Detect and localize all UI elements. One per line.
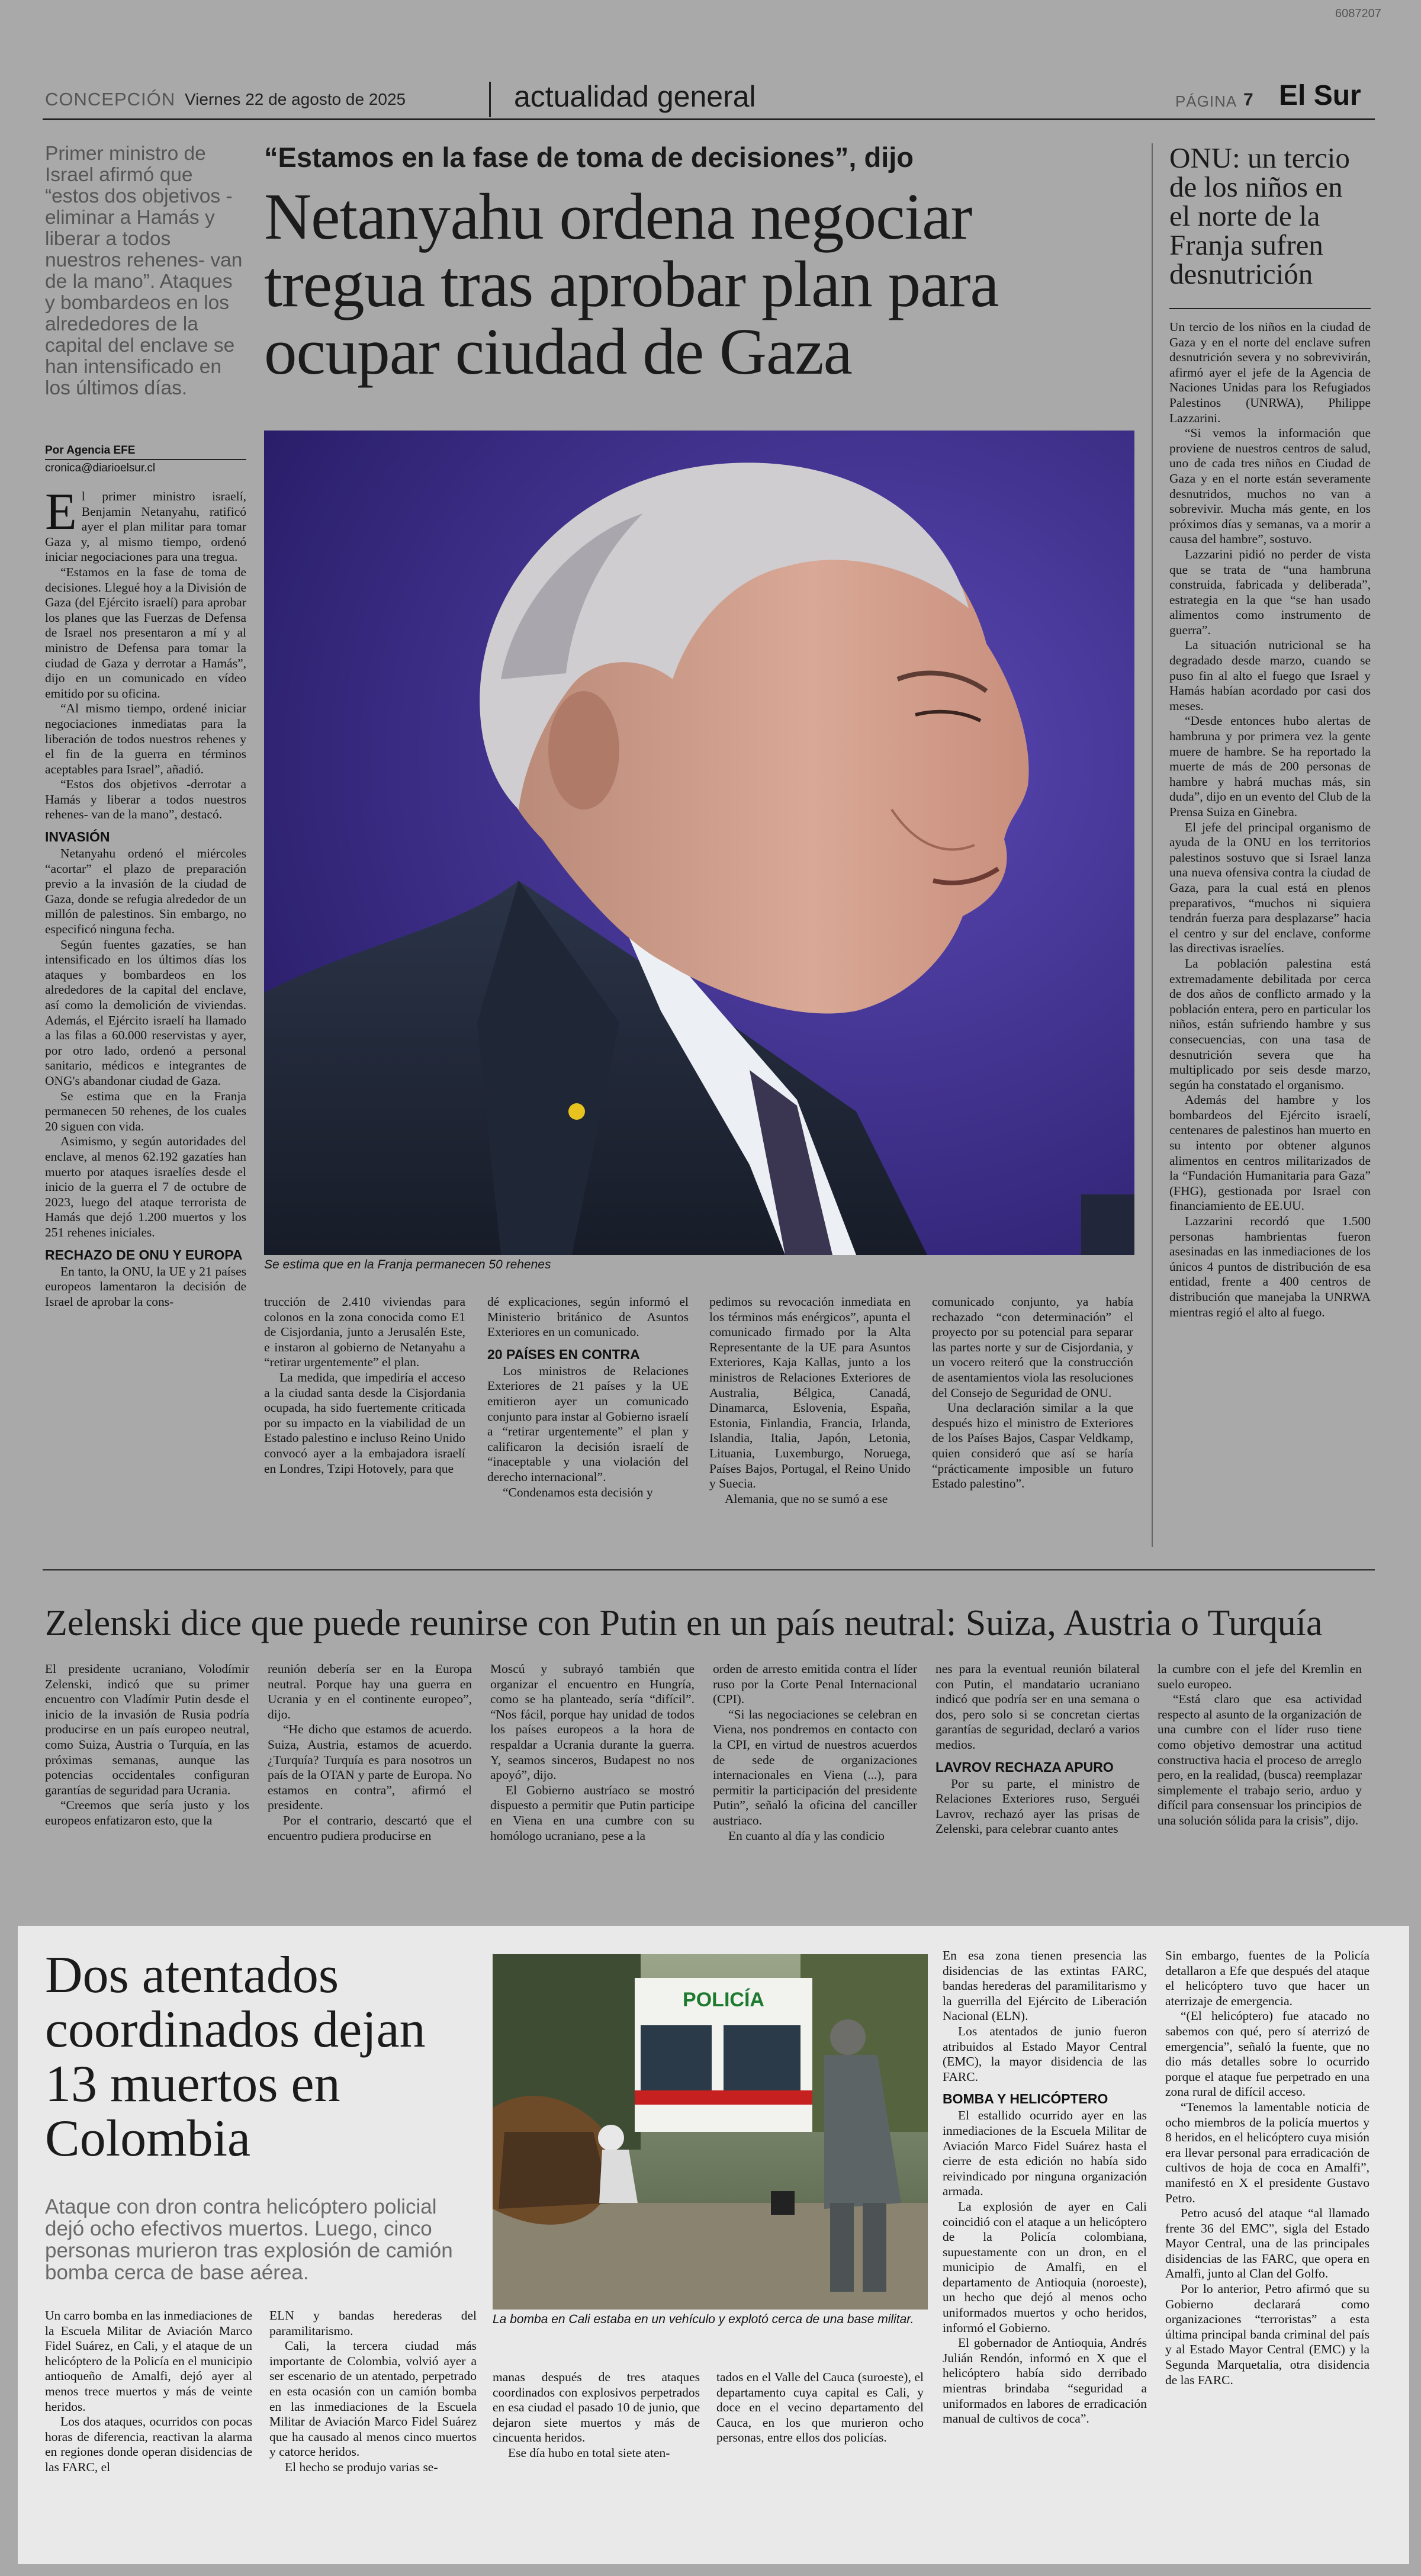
- page-label: PÁGINA: [1175, 92, 1237, 110]
- sidebar-divider: [1152, 143, 1153, 1547]
- colombia-column-4: [716, 2370, 924, 2446]
- paper-logo: El Sur: [1279, 80, 1361, 111]
- zelenski-paragraph: la cumbre con el jefe del Kremlin en suelo europeo.: [1158, 1662, 1362, 1691]
- colombia-column-1: [45, 2308, 252, 2475]
- colombia-paragraph: ELN y bandas herederas del paramilitarismo.: [269, 2308, 477, 2338]
- colombia-paragraph: tados en el Valle del Cauca (suroeste), el departamento cuya capital es Cali, y doce en el vecino departamento del Cauca, en los que murieron ocho personas, entre ellos dos policías.: [716, 2370, 924, 2445]
- lead-paragraph: dé explicaciones, según informó el Ministerio británico de Asuntos Exteriores en un comunicado.: [487, 1295, 689, 1340]
- sidebar-paragraph: Un tercio de los niños en la ciudad de Gaza y en el norte del enclave sufren desnutrición severa y no sobrevivirán, afirmó ayer el jefe de la Agencia de Naciones Unidas para los Refugiados Palestinos (UNRWA), Philippe Lazzarini.: [1169, 320, 1371, 425]
- lead-paragraph: pedimos su revocación inmediata en los términos más enérgicos”, apunta el comunicado firmado por la Alta Representante de la UE para Asuntos Exteriores, Kaja Kallas, junto a los ministros de Relaciones Exteriores de Australia, Bélgica, Canadá, Dinamarca, Eslovenia, España, Estonia, Finlandia, Francia, Irlanda, Islandia, Italia, Japón, Letonia, Lituania, Luxemburgo, Noruega, Países Bajos, Portugal, el Reino Unido y Suecia.: [709, 1295, 911, 1491]
- subhead-20-paises: 20 PAÍSES EN CONTRA: [487, 1346, 640, 1362]
- lead-headline: Netanyahu ordena negociar tregua tras aprobar plan para ocupar ciudad de Gaza: [264, 181, 999, 388]
- sidebar-paragraph: Además del hambre y los bombardeos del Ejército israelí, centenares de palestinos han muerto en su intento por obtener algunos alimentos en centros militarizados de la “Fundación Humanitaria para Gaza” (FHG), gestionada por Israel con financiamiento de EE.UU.: [1169, 1093, 1371, 1213]
- colombia-paragraph: El gobernador de Antioquia, Andrés Julián Rendón, informó en X que el helicóptero había sido derribado mientras brindaba “seguridad a uniformados en labores de erradicación manual de cultivos de coca”.: [943, 2336, 1147, 2426]
- colombia-paragraph: Ese día hubo en total siete aten-: [508, 2445, 670, 2460]
- lead-paragraph: “Al mismo tiempo, ordené iniciar negociaciones inmediatas para la liberación de todos nuestros rehenes y el fin de la guerra en términos aceptables para Israel”, añadió.: [45, 701, 246, 776]
- page-code: 6087207: [1335, 7, 1381, 20]
- dropcap: E: [45, 483, 77, 541]
- colombia-paragraph: El estallido ocurrido ayer en las inmediaciones de la Escuela Militar de Aviación Marco Fidel Suárez hasta el cierre de esta edición no había sido reivindicado por ninguna organización armada.: [943, 2108, 1147, 2199]
- zelenski-paragraph: Moscú y subrayó también que organizar el encuentro en Hungría, como se ha planteado, sería “difícil”. “Nos fácil, porque hay unidad de todos los países europeos a la hora de respaldar a Ucrania durante la guerra. Y, seamos sinceros, Budapest no nos apoyó”, dijo.: [490, 1662, 695, 1782]
- lead-column-1: [45, 483, 246, 1309]
- colombia-paragraph: Los dos ataques, ocurridos con pocas horas de diferencia, reactivan la alarma en regiones donde operan disidencias de las FARC, el: [45, 2414, 252, 2474]
- page-number: 7: [1243, 90, 1253, 110]
- zelenski-paragraph: reunión debería ser en la Europa neutral. Porque hay una guerra en Ucrania y en el continente europeo”, dijo.: [268, 1662, 472, 1721]
- subhead-invasion: INVASIÓN: [45, 829, 110, 845]
- colombia-headline: Dos atentados coordinados dejan 13 muertos en Colombia: [45, 1947, 426, 2167]
- zelenski-top-rule: [43, 1569, 1375, 1570]
- zelenski-column-3: [490, 1662, 695, 1843]
- lead-paragraph: “Estos dos objetivos -derrotar a Hamás y liberar a todos nuestros rehenes- van de la mano”, destacó.: [45, 777, 246, 822]
- lead-paragraph: comunicado conjunto, ya había rechazado “con determinación” el proyecto por su potencial para separar las partes norte y sur de Cisjordania, y un vocero reiteró que la construcción de asentamientos viola las resoluciones del Consejo de Seguridad de ONU.: [932, 1295, 1133, 1400]
- colombia-paragraph: Los atentados de junio fueron atribuidos al Estado Mayor Central (EMC), la mayor disidencia de las FARC.: [943, 2023, 1147, 2084]
- lead-paragraph: Una declaración similar a la que después hizo el ministro de Exteriores de los Países Bajos, Caspar Veldkamp, quien consideró que así se haría “prácticamente imposible un futuro Estado palestino”.: [932, 1401, 1133, 1491]
- sidebar-rule: [1169, 308, 1371, 309]
- sidebar-paragraph: “Si vemos la información que proviene de nuestros centros de salud, uno de cada tres niños en Ciudad de Gaza y en el norte están severamente desnutridos, muchos no van a sobrevivir. Mucha más gente, en los próximos días y semanas, va a morir a causa del hambre”, sostuvo.: [1169, 426, 1371, 547]
- zelenski-column-5: [935, 1662, 1140, 1837]
- city-label: CONCEPCIÓN: [45, 89, 176, 110]
- police-truck-sign: POLICÍA: [683, 1989, 764, 2011]
- zelenski-paragraph: El presidente ucraniano, Volodímir Zelenski, indicó que su primer encuentro con Vladímir Putin desde el inicio de la invasión de Rusia podría producirse en un país europeo neutral, como Suiza, Austria o Turquía, en las próximas semanas, aunque las potencias occidentales configuran garantías de seguridad para Ucrania.: [45, 1662, 249, 1797]
- lead-paragraph: En tanto, la ONU, la UE y 21 países europeos lamentaron la decisión de Israel de aprobar la cons-: [45, 1264, 246, 1309]
- lead-kicker: “Estamos en la fase de toma de decisiones”, dijo: [264, 142, 914, 173]
- zelenski-column-6: [1158, 1662, 1362, 1829]
- colombia-paragraph: El hecho se produjo varias se-: [285, 2459, 438, 2474]
- lead-paragraph: Los ministros de Relaciones Exteriores de 21 países y la UE emitieron ayer un comunicado conjunto para instar al Gobierno israelí a “retirar urgentemente” el plan y calificaron la decisión israelí de “inaceptable y una violación del derecho internacional”.: [487, 1363, 689, 1484]
- colombia-photo-caption: La bomba en Cali estaba en un vehículo y explotó cerca de una base militar.: [493, 2312, 914, 2326]
- sidebar-paragraph: La población palestina está extremadamente debilitada por cerca de dos años de conflicto armado y la población entera, pero en particular los niños, están sufriendo hambre y sus consecuencias, con una tasa de desnutrición severa que ha multiplicado por seis desde marzo, según ha constatado el organismo.: [1169, 956, 1371, 1092]
- zelenski-paragraph: nes para la eventual reunión bilateral con Putin, el mandatario ucraniano indicó que podría ser en una semana o dos, pero solo si se concretan ciertas garantías de seguridad, declaró a varios medios.: [935, 1662, 1140, 1752]
- zelenski-paragraph: “Si las negociaciones se celebran en Viena, nos pondremos en contacto con la CPI, en virtud de nuestros acuerdos de sede de organizaciones internacionales en Viena (...), para permitir la participación del presidente Putin”, señaló la oficina del canciller austriaco.: [713, 1707, 917, 1827]
- colombia-paragraph: En esa zona tienen presencia las disidencias de las extintas FARC, bandas herederas del paramilitarismo y la guerrilla del Ejército de Liberación Nacional (ELN).: [943, 1948, 1147, 2023]
- zelenski-headline: Zelenski dice que puede reunirse con Putin en un país neutral: Suiza, Austria o Turquía: [45, 1603, 1323, 1643]
- header-rule: [43, 118, 1375, 120]
- colombia-paragraph: “(El helicóptero) fue atacado no sabemos con qué, pero sí aterrizó de emergencia”, señaló la fuente, que no dio más detalles sobre lo ocurrido porque el ataque fue perpetrado en una zona rural de difícil acceso.: [1165, 2009, 1369, 2099]
- colombia-paragraph: Por lo anterior, Petro afirmó que su Gobierno declarará como organizaciones “terroristas” a esta última principal banda criminal del país y al Estado Mayor Central (EMC) y la Segunda Marquetalia, otra disidencia de las FARC.: [1165, 2282, 1369, 2387]
- sidebar-paragraph: Lazzarini pidió no perder de vista que se trata de “una hambruna construida, fabricada y deliberada”, estrategia en la que “se han usado alimentos como instrumento de guerra”.: [1169, 547, 1371, 637]
- colombia-column-3: [493, 2370, 700, 2461]
- cali-bomb-photo: [493, 1954, 928, 2310]
- zelenski-column-4: [713, 1662, 917, 1843]
- lead-column-2: [264, 1295, 465, 1476]
- subhead-bomba: BOMBA Y HELICÓPTERO: [943, 2091, 1108, 2107]
- netanyahu-photo: [264, 431, 1134, 1255]
- colombia-paragraph: Un carro bomba en las inmediaciones de la Escuela Militar de Aviación Marco Fidel Suárez, en Cali, y el ataque de un helicóptero de la Policía en el municipio antioqueño de Amalfi, dejó ayer al menos trece muertos y más de veinte heridos.: [45, 2308, 252, 2414]
- lead-column-5: [932, 1295, 1133, 1492]
- lead-column-4: [709, 1295, 911, 1507]
- lead-photo-caption: Se estima que en la Franja permanecen 50 rehenes: [264, 1258, 551, 1271]
- byline: Por Agencia EFE: [45, 444, 136, 457]
- lead-paragraph: “Condenamos esta decisión y: [503, 1485, 653, 1499]
- section-label: actualidad general: [514, 80, 756, 113]
- colombia-paragraph: Sin embargo, fuentes de la Policía detallaron a Efe que después del ataque el helicóptero tuvo que hacer un aterrizaje de emergencia.: [1165, 1948, 1369, 2008]
- zelenski-paragraph: “Creemos que sería justo y los europeos enfatizaron esto, que la: [45, 1798, 249, 1827]
- lead-paragraph: Asimismo, y según autoridades del enclave, al menos 62.192 gazatíes han muerto por ataques israelíes desde el inicio de la guerra el 7 de octubre de 2023, luego del ataque terrorista de Hamás que dejó 1.200 muertos y los 251 rehenes iniciales.: [45, 1134, 246, 1239]
- lead-summary: Primer ministro de Israel afirmó que “estos dos objetivos - eliminar a Hamás y liberar a todos nuestros rehenes- van de la mano”. Ataques y bombardeos en los alrededores de la capital del enclave se han intensificado en los últimos días.: [45, 143, 243, 399]
- zelenski-paragraph: En cuanto al día y las condicio: [728, 1828, 885, 1843]
- colombia-paragraph: Petro acusó del ataque “al llamado frente 36 del EMC”, sigla del Estado Mayor Central, una de las principales disidencias de las FARC, que opera en Amalfi, junto al Clan del Golfo.: [1165, 2206, 1369, 2281]
- colombia-paragraph: “Tenemos la lamentable noticia de ocho miembros de la policía muertos y 8 heridos, en el helicóptero cuya misión era llevar personal para erradicación de cultivos de hoja de coca en Amalfi”, manifestó en X el presidente Gustavo Petro.: [1165, 2099, 1369, 2205]
- colombia-paragraph: Cali, la tercera ciudad más importante de Colombia, volvió ayer a ser escenario de un atentado, perpetrado en esta ocasión con un camión bomba en las inmediaciones de la Escuela Militar de Aviación Marco Fidel Suárez que ha causado al menos cinco muertos y catorce heridos.: [269, 2339, 477, 2459]
- zelenski-paragraph: Por el contrario, descartó que el encuentro pudiera producirse en: [268, 1813, 472, 1843]
- colombia-column-6: [1165, 1948, 1369, 2388]
- colombia-column-5: [943, 1948, 1147, 2427]
- lead-paragraph: Se estima que en la Franja permanecen 50 rehenes, de los cuales 20 siguen con vida.: [45, 1088, 246, 1133]
- byline-rule: [45, 459, 246, 460]
- sidebar-paragraph: Lazzarini recordó que 1.500 personas hambrientas fueron asesinadas en las inmediaciones de los únicos 4 puntos de distribución de esa entidad, frente a 400 centros de distribución que manejaba la UNRWA mientras regió el alto al fuego.: [1169, 1214, 1371, 1319]
- netanyahu-portrait: [264, 431, 1134, 1255]
- colombia-paragraph: manas después de tres ataques coordinados con explosivos perpetrados en esa ciudad el pasado 10 de junio, que dejaron siete muertos y más de cincuenta heridos.: [493, 2370, 700, 2445]
- colombia-deck: Ataque con dron contra helicóptero policial dejó ocho efectivos muertos. Luego, cinco personas murieron tras explosión de camión bomba cerca de base aérea.: [45, 2195, 453, 2284]
- byline-email: cronica@diarioelsur.cl: [45, 462, 156, 474]
- subhead-rechazo: RECHAZO DE ONU Y EUROPA: [45, 1247, 243, 1263]
- lead-paragraph: La medida, que impediría el acceso a la ciudad santa desde la Cisjordania ocupada, ha sido fuertemente criticada por su impacto en la viabilidad de un Estado palestino e incluso Reino Unido convocó ayer a la embajadora israelí en Londres, Tzipi Hotovely, para que: [264, 1370, 465, 1476]
- cali-scene: [493, 1954, 928, 2310]
- subhead-lavrov: LAVROV RECHAZA APURO: [935, 1759, 1114, 1775]
- sidebar-paragraph: La situación nutricional se ha degradado desde marzo, cuando se puso fin al alto el fuego que Israel y Hamás habían acordado por casi dos meses.: [1169, 638, 1371, 713]
- date-label: Viernes 22 de agosto de 2025: [185, 90, 406, 108]
- zelenski-paragraph: El Gobierno austríaco se mostró dispuesto a permitir que Putin participe en Viena en una cumbre con su homólogo ucraniano, pese a la: [490, 1782, 695, 1843]
- sidebar-body: [1169, 320, 1371, 1320]
- colombia-column-2: [269, 2308, 477, 2475]
- zelenski-paragraph: “He dicho que estamos de acuerdo. Suiza, Austria, estamos de acuerdo. ¿Turquía? Turquía es para nosotros un país de la OTAN y parte de Europa. No estamos en contra”, afirmó el presidente.: [268, 1722, 472, 1813]
- lead-paragraph: l primer ministro israelí, Benjamin Netanyahu, ratificó ayer el plan militar para tomar Gaza y, al mismo tiempo, ordenó iniciar negociaciones para una tregua.: [45, 489, 246, 564]
- lead-column-3: [487, 1295, 689, 1500]
- sidebar-headline: ONU: un tercio de los niños en el norte de la Franja sufren desnutrición: [1169, 142, 1350, 290]
- zelenski-column-2: [268, 1662, 472, 1843]
- lead-paragraph: Alemania, que no se sumó a ese: [725, 1491, 888, 1506]
- zelenski-paragraph: Por su parte, el ministro de Relaciones Exteriores ruso, Serguéi Lavrov, rechazó ayer las prisas de Zelenski, para celebrar cuanto antes: [935, 1776, 1140, 1836]
- zelenski-paragraph: orden de arresto emitida contra el líder ruso por la Corte Penal Internacional (CPI).: [713, 1662, 917, 1707]
- sidebar-paragraph: “Desde entonces hubo alertas de hambruna y por primera vez la gente muere de hambre. Se ha reportado la muerte de más de 200 personas de hambre y habrá muchas más, sin duda”, dijo en un evento del Club de la Prensa Suiza en Ginebra.: [1169, 714, 1371, 819]
- lead-paragraph: trucción de 2.410 viviendas para colonos en la zona conocida como E1 de Cisjordania, junto a Jerusalén Este, e instaron al gobierno de Netanyahu a “retirar urgentemente” el plan.: [264, 1295, 465, 1370]
- zelenski-column-1: [45, 1662, 249, 1829]
- lead-paragraph: Según fuentes gazatíes, se han intensificado en los últimos días los ataques y bombardeos en los alrededores de la capital del enclave, así como la demolición de viviendas. Además, el Ejército israelí ha llamado a las filas a 60.000 reservistas y ayer, por otro lado, ordenó a personal sanitario, médicos e integrantes de ONG's abandonar ciudad de Gaza.: [45, 937, 246, 1088]
- colombia-paragraph: La explosión de ayer en Cali coincidió con el ataque a un helicóptero de la Policía colombiana, supuestamente con un dron, en el municipio de Amalfi, en el departamento de Antioquia (noroeste), un hecho que dejó al menos ocho uniformados muertos y ocho heridos, informó el Gobierno.: [943, 2199, 1147, 2335]
- sidebar-paragraph: El jefe del principal organismo de ayuda de la ONU en los territorios palestinos sostuvo que si Israel lanza una nueva ofensiva contra la ciudad de Gaza, para la cual está en plenos preparativos, “muchos ni siquiera tendrán fuerza para desplazarse” hacia el centro y sur del enclave, conforme las directivas israelíes.: [1169, 820, 1371, 956]
- lead-paragraph: “Estamos en la fase de toma de decisiones. Llegué hoy a la División de Gaza (del Ejército israelí) para aprobar los planes que las Fuerzas de Defensa de Israel nos presentaron a mí y al ministro de Defensa para tomar la ciudad de Gaza y derrotar a Hamás”, dijo en un comunicado en vídeo emitido por su oficina.: [45, 564, 246, 701]
- lead-paragraph: Netanyahu ordenó el miércoles “acortar” el plazo de preparación previo a la invasión de la ciudad de Gaza, donde se refugia alrededor de un millón de palestinos. Sin embargo, no especificó ninguna fecha.: [45, 846, 246, 937]
- zelenski-paragraph: “Está claro que esa actividad respecto al asunto de la organización de una cumbre con el líder ruso tiene como objetivo demostrar una actitud constructiva hacia el proceso de arreglo pero, en la realidad, (busca) reemplazar simplemente el trabajo serio, arduo y difícil para consensuar los principios de una solución sólida para la crisis”, dijo.: [1158, 1692, 1362, 1827]
- header-divider: [489, 82, 491, 117]
